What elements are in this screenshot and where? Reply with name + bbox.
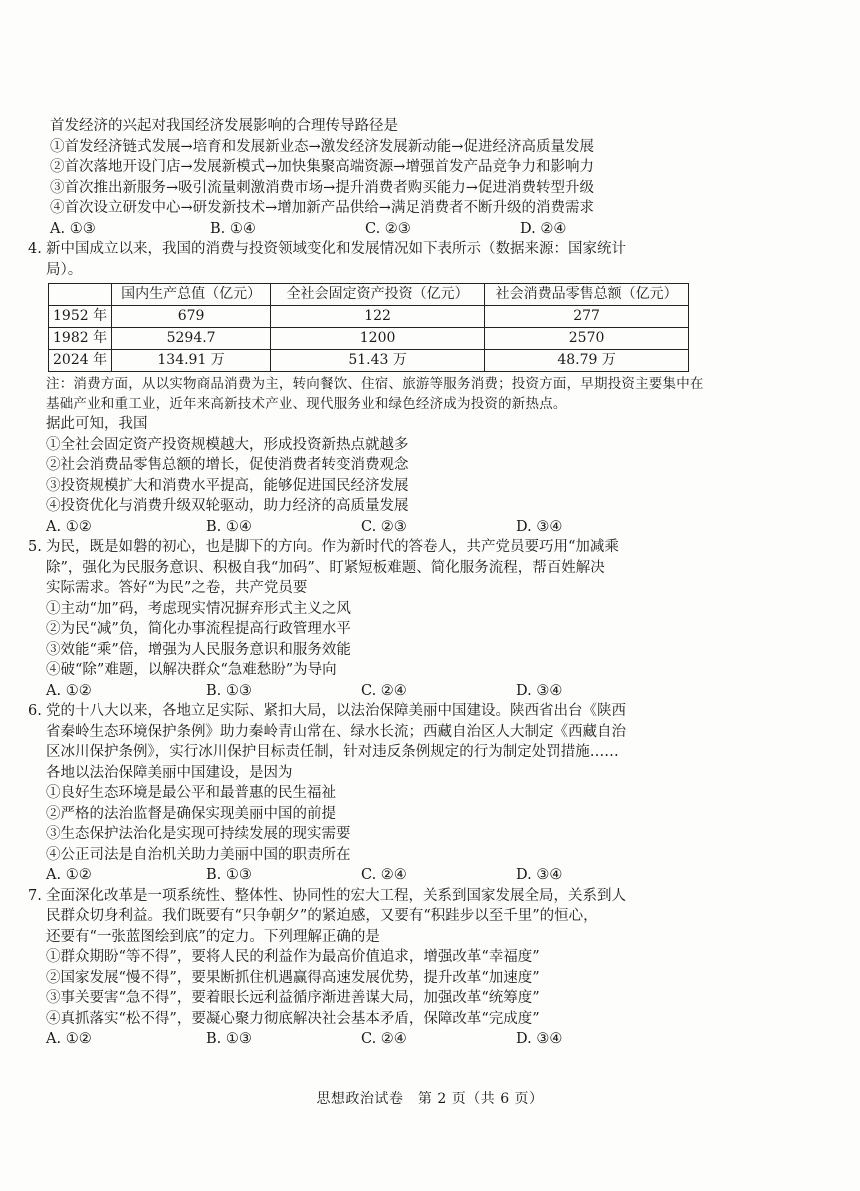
- question-lead: 据此可知，我国: [46, 416, 148, 432]
- option-c[interactable]: C. ②④: [361, 1031, 407, 1047]
- question-stem-cont: 局）。: [46, 261, 83, 278]
- table-cell-year: 1982 年: [49, 328, 112, 350]
- table-header-cell: 社会消费品零售总额（亿元）: [485, 284, 689, 306]
- question-stem-cont: 实际需求。答好“为民”之卷，共产党员要: [46, 580, 308, 596]
- statement-item: ②国家发展“慢不得”，要果断抓住机遇赢得高速发展优势，提升改革“加速度”: [46, 969, 540, 986]
- table-cell: 134.91 万: [112, 350, 271, 372]
- question-stem: 首发经济的兴起对我国经济发展影响的合理传导路径是: [50, 118, 398, 134]
- question-stem-cont: 除”，强化为民服务意识、积极自我“加码”、盯紧短板难题、简化服务流程，帮百姓解决: [46, 559, 605, 576]
- statement-item: ③投资规模扩大和消费水平提高，能够促进国民经济发展: [46, 477, 409, 494]
- answer-options: [46, 1029, 710, 1050]
- statement-item: ③生态保护法治化是实现可持续发展的现实需要: [46, 826, 351, 842]
- statement-item: ②社会消费品零售总额的增长，促使消费者转变消费观念: [46, 457, 409, 473]
- table-cell-year: 2024 年: [49, 350, 112, 372]
- option-d[interactable]: D. ③④: [516, 682, 563, 699]
- question-3-tail: [48, 116, 710, 239]
- question-number: 7.: [28, 887, 42, 904]
- option-a[interactable]: A. ①②: [46, 1031, 92, 1047]
- statement-item: ②为民“减”负，简化办事流程提高行政管理水平: [46, 621, 351, 637]
- option-b[interactable]: B. ①③: [206, 682, 252, 699]
- table-cell: 51.43 万: [271, 350, 485, 372]
- statement-item: ②严格的法治监督是确保实现美丽中国的前提: [46, 805, 336, 822]
- table-cell: 277: [485, 306, 689, 328]
- option-c[interactable]: C. ②④: [361, 682, 407, 699]
- table-cell-year: 1952 年: [49, 306, 112, 328]
- question-stem: 为民，既是如磐的初心，也是脚下的方向。作为新时代的答卷人，共产党员要巧用“加减乘: [46, 539, 619, 555]
- statistics-table: [48, 283, 689, 372]
- question-number: 4.: [28, 241, 42, 257]
- answer-options: [48, 219, 710, 240]
- statement-item: ④真抓落实“松不得”，要凝心聚力彻底解决社会基本矛盾，保障改革“完成度”: [46, 1010, 540, 1027]
- answer-options: [46, 517, 710, 538]
- option-a[interactable]: A. ①②: [46, 518, 92, 535]
- table-cell: 48.79 万: [485, 350, 689, 372]
- table-cell: 2570: [485, 328, 689, 350]
- option-d[interactable]: D. ③④: [516, 518, 563, 535]
- statement-item: ④投资优化与消费升级双轮驱动，助力经济的高质量发展: [46, 498, 409, 514]
- question-number: 5.: [28, 539, 42, 555]
- question-stem: 党的十八大以来，各地立足实际、紧扣大局，以法治保障美丽中国建设。陕西省出台《陕西: [46, 703, 626, 719]
- question-4: [28, 239, 710, 537]
- option-b[interactable]: B. ①③: [206, 867, 252, 883]
- option-b[interactable]: B. ①④: [210, 220, 256, 237]
- question-6: [28, 701, 710, 886]
- option-b[interactable]: B. ①④: [206, 518, 252, 535]
- option-c[interactable]: C. ②④: [361, 867, 407, 883]
- statement-item: ①良好生态环境是最公平和最普惠的民生福祉: [46, 785, 336, 801]
- option-d[interactable]: D. ③④: [516, 1031, 563, 1047]
- table-header-cell: [49, 284, 112, 306]
- option-d[interactable]: D. ③④: [516, 867, 563, 883]
- table-cell: 1200: [271, 328, 485, 350]
- page-content: [28, 116, 710, 1050]
- statement-item: ④公正司法是自治机关助力美丽中国的职责所在: [46, 846, 351, 863]
- statement-item: ①群众期盼“等不得”，要将人民的利益作为最高价值追求，增强改革“幸福度”: [46, 949, 540, 965]
- question-stem-cont: 各地以法治保障美丽中国建设，是因为: [46, 764, 293, 781]
- statement-item: ③效能“乘”倍，增强为人民服务意识和服务效能: [46, 641, 351, 658]
- table-cell: 679: [112, 306, 271, 328]
- option-d[interactable]: D. ②④: [520, 220, 567, 237]
- option-c[interactable]: C. ②③: [361, 518, 407, 535]
- table-row: [49, 350, 689, 372]
- statement-item: ④破“除”难题，以解决群众“急难愁盼”为导向: [46, 662, 337, 678]
- question-7: [28, 886, 710, 1050]
- answer-options: [46, 681, 710, 702]
- statement-item: ①主动“加”码，考虑现实情况摒弃形式主义之风: [46, 600, 351, 617]
- question-stem: 新中国成立以来，我国的消费与投资领域变化和发展情况如下表所示（数据来源：国家统计: [46, 241, 626, 257]
- statement-item: ④首次设立研发中心→研发新技术→增加新产品供给→满足消费者不断升级的消费需求: [50, 200, 594, 216]
- option-a[interactable]: A. ①②: [46, 682, 92, 699]
- table-header-row: [49, 284, 689, 306]
- statement-item: ③首次推出新服务→吸引流量刺激消费市场→提升消费者购买能力→促进消费转型升级: [50, 179, 594, 196]
- option-a[interactable]: A. ①③: [50, 220, 96, 237]
- question-number: 6.: [28, 703, 42, 719]
- table-cell: 5294.7: [112, 328, 271, 350]
- page-footer: 思想政治试卷 第 2 页（共 6 页）: [316, 1091, 544, 1107]
- option-a[interactable]: A. ①②: [46, 867, 92, 883]
- question-stem-cont: 省秦岭生态环境保护条例》助力秦岭青山常在、绿水长流；西藏自治区人大制定《西藏自治: [46, 723, 626, 740]
- table-header-cell: 国内生产总值（亿元）: [112, 284, 271, 306]
- answer-options: [46, 865, 710, 886]
- question-stem-cont: 民群众切身利益。我们既要有“只争朝夕”的紧迫感，又要有“积跬步以至千里”的恒心，: [46, 908, 598, 924]
- question-stem-cont: 还要有“一张蓝图绘到底”的定力。下列理解正确的是: [46, 928, 380, 945]
- question-stem-cont: 区冰川保护条例》，实行冰川保护目标责任制，针对违反条例规定的行为制定处罚措施……: [46, 744, 619, 760]
- question-stem: 全面深化改革是一项系统性、整体性、协同性的宏大工程，关系到国家发展全局，关系到人: [46, 887, 626, 904]
- table-row: [49, 306, 689, 328]
- table-note: 注：消费方面，从以实物商品消费为主，转向餐饮、住宿、旅游等服务消费；投资方面，早期投资主要集中在基础产业和重工业，近年来高新技术产业、现代服务业和绿色经济成为投资的新热点。: [46, 376, 704, 412]
- table-cell: 122: [271, 306, 485, 328]
- table-row: [49, 328, 689, 350]
- table-header-cell: 全社会固定资产投资（亿元）: [271, 284, 485, 306]
- statement-item: ①全社会固定资产投资规模越大，形成投资新热点就越多: [46, 436, 409, 453]
- option-b[interactable]: B. ①③: [206, 1031, 252, 1047]
- question-5: [28, 537, 710, 701]
- option-c[interactable]: C. ②③: [365, 220, 411, 237]
- statement-item: ②首次落地开设门店→发展新模式→加快集聚高端资源→增强首发产品竞争力和影响力: [50, 159, 594, 175]
- statement-item: ③事关要害“急不得”，要着眼长远利益循序渐进善谋大局，加强改革“统筹度”: [46, 990, 540, 1006]
- statement-item: ①首发经济链式发展→培育和发展新业态→激发经济发展新动能→促进经济高质量发展: [50, 138, 594, 155]
